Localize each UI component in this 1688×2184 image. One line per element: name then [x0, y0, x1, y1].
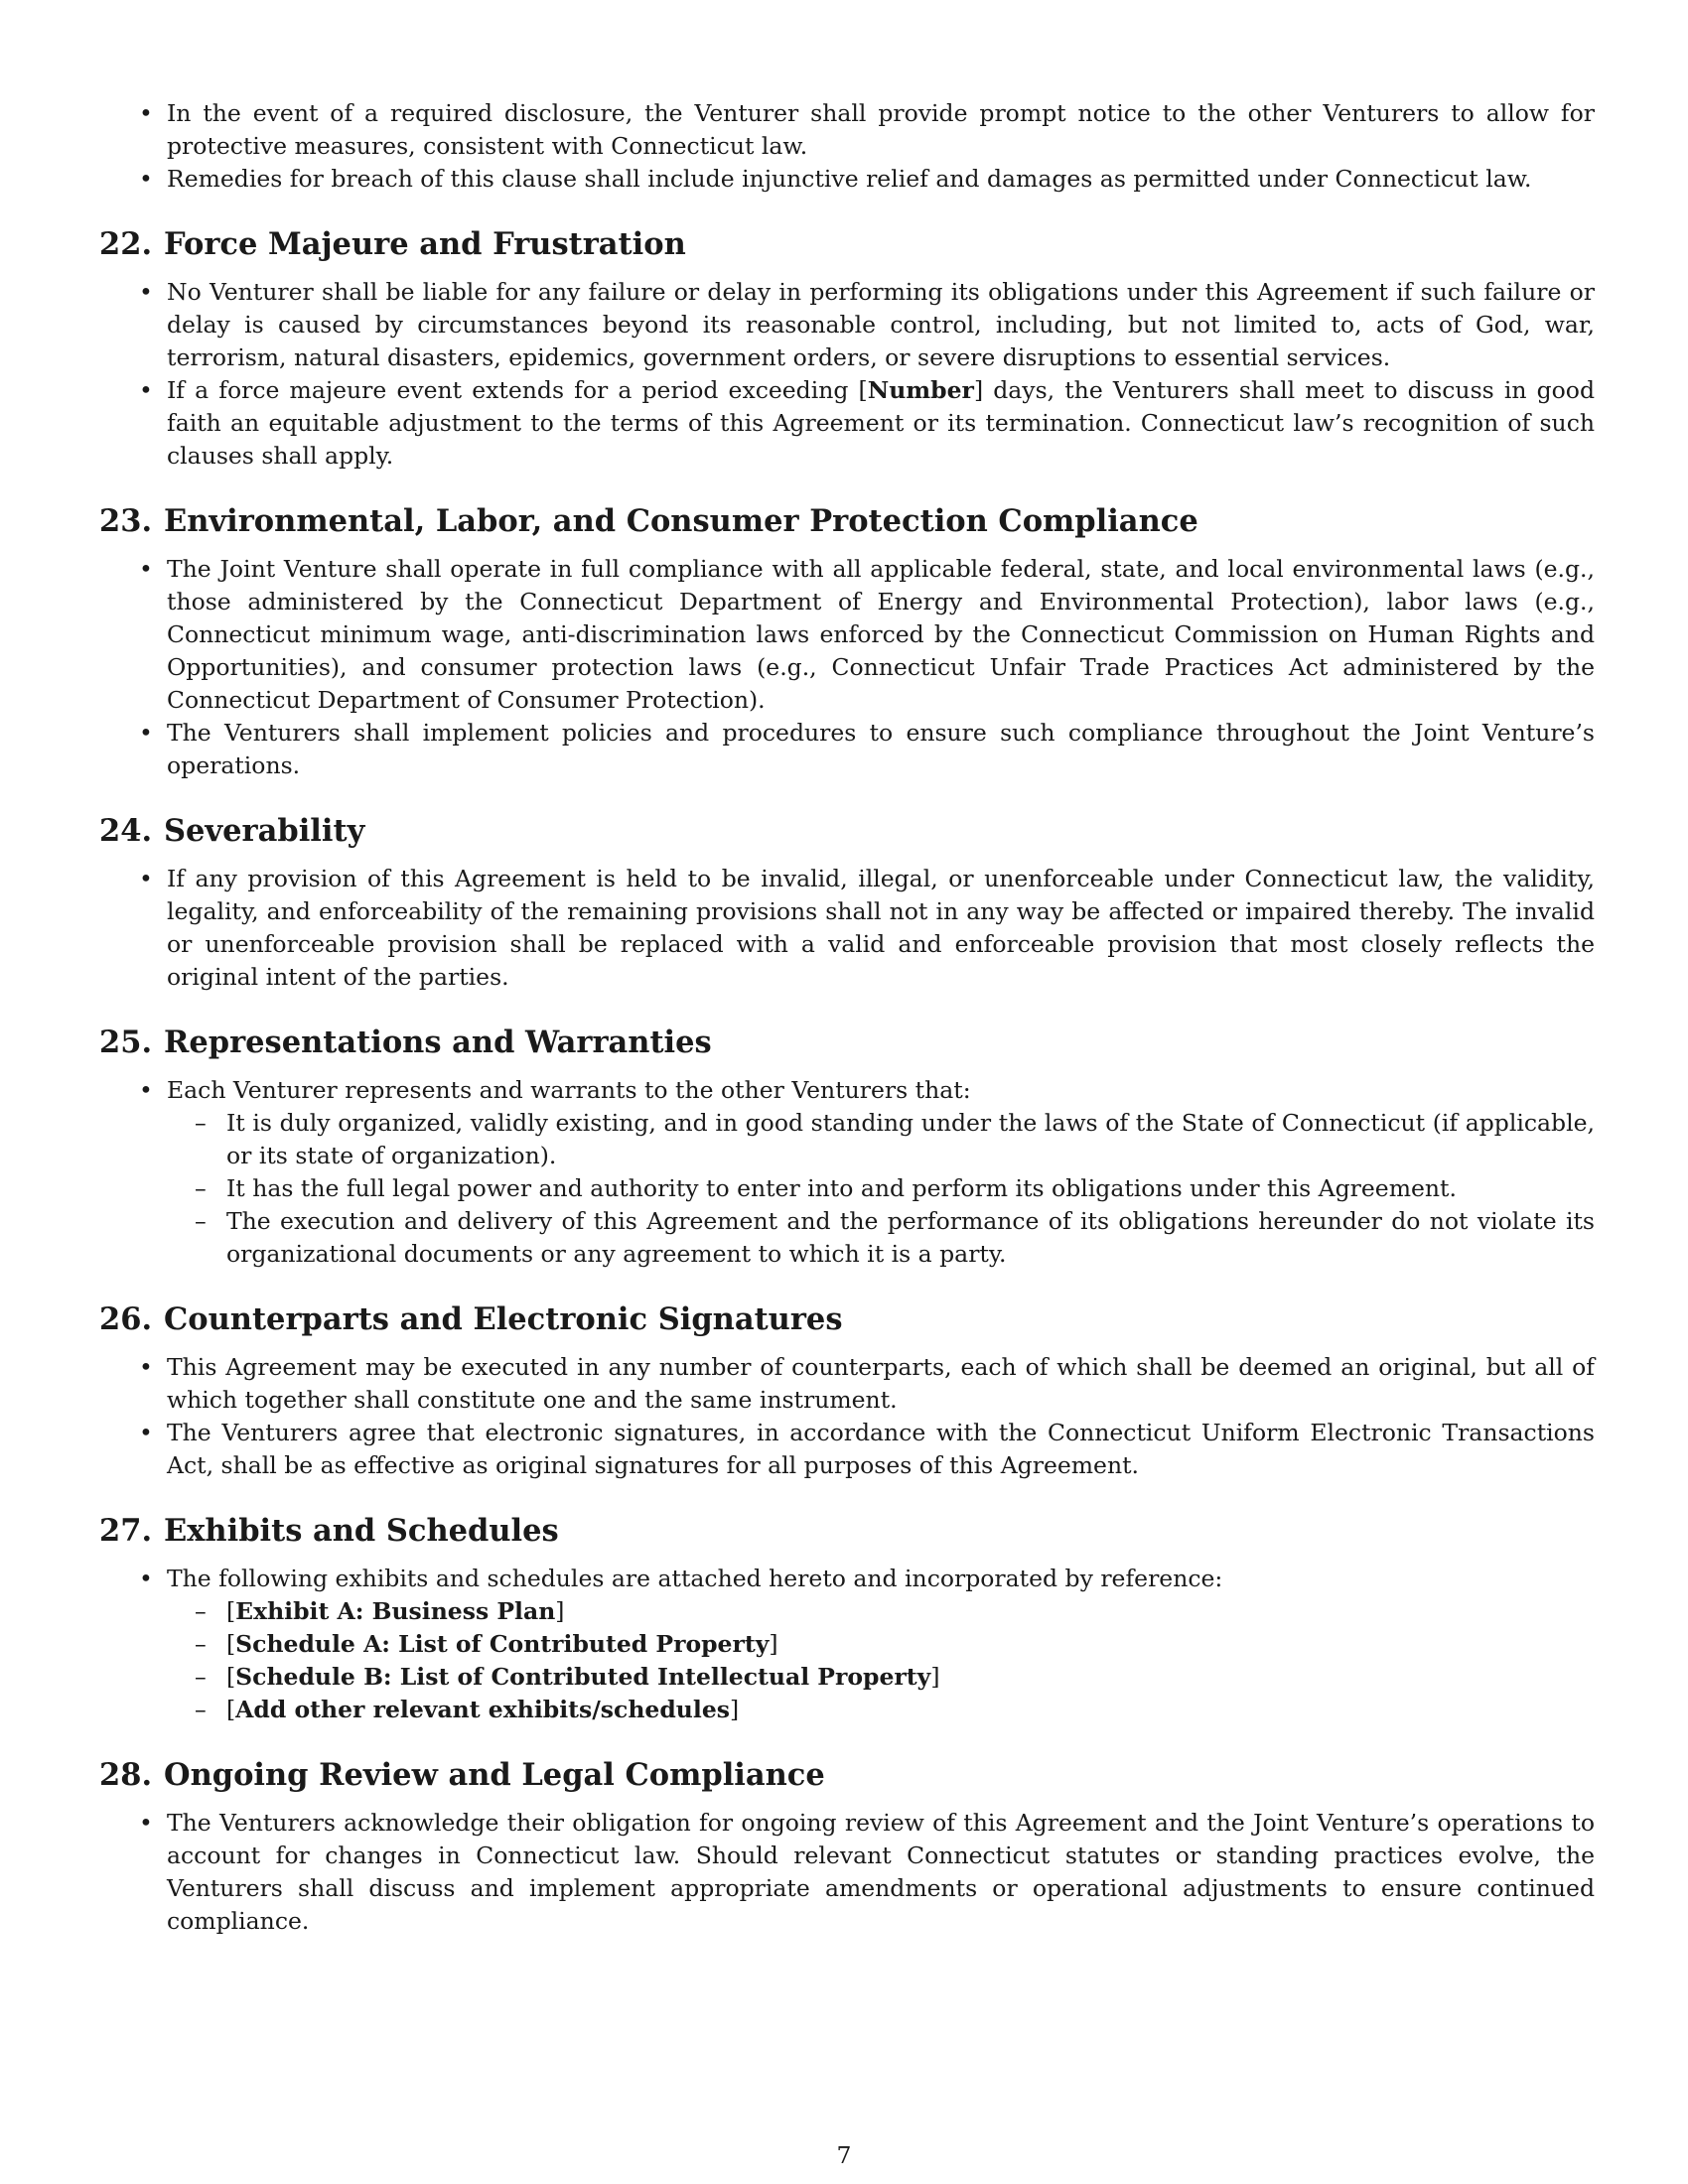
section-title: Environmental, Labor, and Consumer Protection Compliance: [164, 503, 1198, 539]
section-number: 27.: [99, 1513, 153, 1549]
sub-list-item: – [Schedule B: List of Contributed Intellectual Property]: [166, 1661, 1595, 1694]
bullet-list: [99, 553, 1595, 782]
section-heading: [99, 1511, 1595, 1551]
section-title: Severability: [164, 813, 365, 849]
section-25: [99, 1023, 1595, 1271]
sub-list-item: – [Schedule A: List of Contributed Property]: [166, 1628, 1595, 1661]
sub-list: [167, 1107, 1595, 1271]
list-item: • The Venturers acknowledge their obligation for ongoing review of this Agreement and the Joint Venture’s operations to account for changes in Connecticut law. Should relevant Connecticut statutes or standing practices evolve, the Venturers shall discuss and implement appropriate amendments or operational adjustments to ensure continued compliance.: [99, 1807, 1595, 1938]
list-item-text: ] days, the Venturers shall meet to discuss in good faith an equitable adjustment to the terms of this Agreement or its termination. Connecticut law’s recognition of such clauses shall apply.: [167, 376, 1595, 470]
bullet-list: [99, 863, 1595, 994]
section-number: 25.: [99, 1024, 153, 1060]
list-item: • In the event of a required disclosure, the Venturer shall provide prompt notice to the other Venturers to allow for protective measures, consistent with Connecticut law.: [99, 97, 1595, 163]
list-item: [99, 1074, 1595, 1271]
section-27: [99, 1511, 1595, 1726]
section-heading: [99, 1755, 1595, 1795]
section-number: 23.: [99, 503, 153, 539]
sub-list: [167, 1595, 1595, 1726]
section-28: [99, 1755, 1595, 1938]
list-item: [99, 374, 1595, 473]
section-title: Force Majeure and Frustration: [164, 226, 686, 262]
section-23: [99, 501, 1595, 782]
list-item-text: The following exhibits and schedules are attached hereto and incorporated by reference:: [167, 1565, 1223, 1592]
section-title: Ongoing Review and Legal Compliance: [164, 1757, 825, 1793]
exhibit-reference: Exhibit A: Business Plan: [235, 1597, 556, 1625]
section-26: [99, 1299, 1595, 1482]
bullet-list: [99, 1807, 1595, 1938]
list-item: • The Joint Venture shall operate in full compliance with all applicable federal, state, and local environmental laws (e.g., those administered by the Connecticut Department of Energy and Environmental Protection), labor laws (e.g., Connecticut minimum wage, anti-discrimination laws enforced by the Connecticut Commission on Human Rights and Opportunities), and consumer protection laws (e.g., Connecticut Unfair Trade Practices Act administered by the Connecticut Department of Consumer Protection).: [99, 553, 1595, 717]
section-heading: [99, 224, 1595, 264]
bullet-list: [99, 276, 1595, 473]
list-item-text: Each Venturer represents and warrants to the other Venturers that:: [167, 1076, 971, 1104]
section-number: 24.: [99, 813, 153, 849]
schedule-reference: Schedule A: List of Contributed Property: [235, 1630, 770, 1658]
page-number: 7: [836, 2141, 852, 2169]
section-heading: [99, 1023, 1595, 1062]
section-number: 22.: [99, 226, 153, 262]
bullet-list: [99, 1351, 1595, 1482]
list-item: • The Venturers agree that electronic signatures, in accordance with the Connecticut Uniform Electronic Transactions Act, shall be as effective as original signatures for all purposes of this Agreement.: [99, 1417, 1595, 1482]
sub-list-item: – [Exhibit A: Business Plan]: [166, 1595, 1595, 1628]
list-item-text: If a force majeure event extends for a period exceeding [: [167, 376, 868, 404]
sub-list-item: – It has the full legal power and authority to enter into and perform its obligations under this Agreement.: [166, 1172, 1595, 1205]
list-item: • No Venturer shall be liable for any failure or delay in performing its obligations under this Agreement if such failure or delay is caused by circumstances beyond its reasonable control, including, but not limited to, acts of God, war, terrorism, natural disasters, epidemics, government orders, or severe disruptions to essential services.: [99, 276, 1595, 374]
section-heading: [99, 1299, 1595, 1339]
schedule-reference: Schedule B: List of Contributed Intellectual Property: [235, 1663, 931, 1691]
sub-list-item: – The execution and delivery of this Agreement and the performance of its obligations hereunder do not violate its organizational documents or any agreement to which it is a party.: [166, 1205, 1595, 1271]
section-number: 28.: [99, 1757, 153, 1793]
bullet-list: [99, 1563, 1595, 1726]
section-24: [99, 811, 1595, 994]
sub-list-item: – It is duly organized, validly existing, and in good standing under the laws of the State of Connecticut (if applicable, or its state of organization).: [166, 1107, 1595, 1172]
placeholder-reference: Add other relevant exhibits/schedules: [235, 1696, 730, 1723]
section-title: Counterparts and Electronic Signatures: [164, 1301, 843, 1337]
list-item: • The Venturers shall implement policies and procedures to ensure such compliance throughout the Joint Venture’s operations.: [99, 717, 1595, 782]
sub-list-item: – [Add other relevant exhibits/schedules]: [166, 1694, 1595, 1726]
list-item: • Remedies for breach of this clause shall include injunctive relief and damages as permitted under Connecticut law.: [99, 163, 1595, 196]
section-number: 26.: [99, 1301, 153, 1337]
section-heading: [99, 501, 1595, 541]
section-title: Representations and Warranties: [164, 1024, 712, 1060]
section-22: [99, 224, 1595, 473]
section-title: Exhibits and Schedules: [164, 1513, 559, 1549]
list-item: • This Agreement may be executed in any number of counterparts, each of which shall be deemed an original, but all of which together shall constitute one and the same instrument.: [99, 1351, 1595, 1417]
intro-bullet-list: [99, 97, 1595, 196]
placeholder-number: Number: [867, 376, 974, 404]
section-heading: [99, 811, 1595, 851]
bullet-list: [99, 1074, 1595, 1271]
page-content: [99, 97, 1595, 1938]
list-item: [99, 1563, 1595, 1726]
list-item: • If any provision of this Agreement is held to be invalid, illegal, or unenforceable under Connecticut law, the validity, legality, and enforceability of the remaining provisions shall not in any way be affected or impaired thereby. The invalid or unenforceable provision shall be replaced with a valid and enforceable provision that most closely reflects the original intent of the parties.: [99, 863, 1595, 994]
